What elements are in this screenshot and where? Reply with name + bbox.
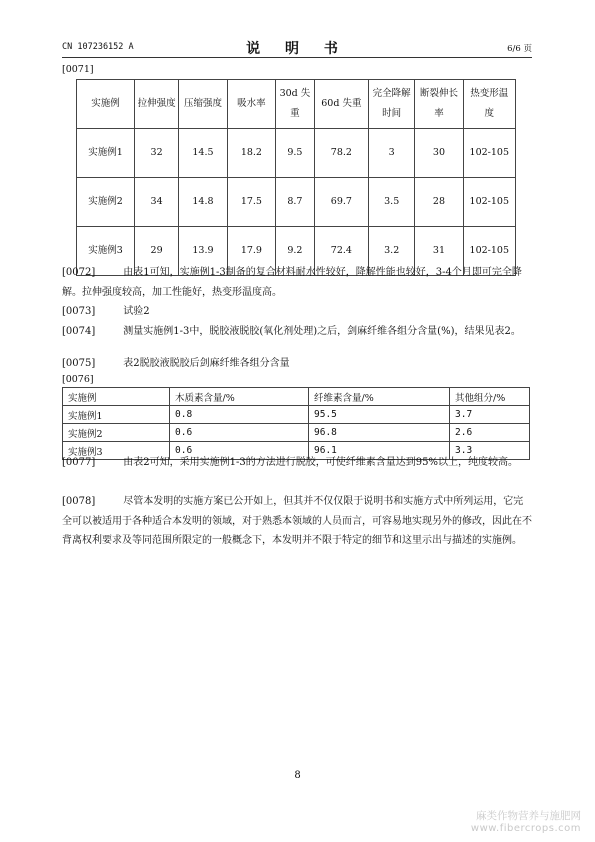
patent-number: CN 107236152 A — [62, 42, 134, 52]
table-cell: 3 — [369, 129, 415, 178]
paragraph-text: 测量实施例1-3中，脱胶液脱胶(氧化剂处理)之后，剑麻纤维各组分含量(%)，结果见表2。 — [123, 326, 521, 337]
paragraph-number: [0072] — [62, 267, 96, 278]
table-row — [63, 424, 530, 442]
table-2-header-row — [63, 388, 530, 406]
table-cell: 69.7 — [314, 178, 368, 227]
table-cell: 9.5 — [276, 129, 315, 178]
paragraph-number: [0073] — [62, 306, 96, 317]
table-cell: 14.5 — [179, 129, 227, 178]
table-1-header-cell: 30d 失重 — [276, 80, 315, 129]
table-cell: 17.5 — [227, 178, 275, 227]
table-cell: 实施例1 — [63, 406, 170, 424]
table-cell: 30 — [415, 129, 463, 178]
paragraph-0074 — [62, 322, 532, 342]
watermark — [421, 808, 581, 834]
table-cell: 34 — [134, 178, 178, 227]
table-1-header-cell: 热变形温度 — [463, 80, 515, 129]
table-cell: 3.3 — [450, 442, 530, 460]
paragraph-0075 — [62, 354, 532, 374]
table-row — [63, 406, 530, 424]
table-1-header-cell: 拉伸强度 — [134, 80, 178, 129]
table-cell: 实施例2 — [63, 424, 170, 442]
table-1-header-cell: 断裂伸长率 — [415, 80, 463, 129]
paragraph-0073 — [62, 302, 532, 322]
table-cell: 2.6 — [450, 424, 530, 442]
table-cell: 32 — [134, 129, 178, 178]
table-cell: 78.2 — [314, 129, 368, 178]
table-cell: 实施例3 — [77, 227, 135, 276]
table-cell: 8.7 — [276, 178, 315, 227]
paragraph-text: 尽管本发明的实施方案已公开如上，但其并不仅仅限于说明书和实施方式中所列运用，它完全可以被适用于各种适合本发明的领域，对于熟悉本领域的人员而言，可容易地实现另外的修改，因此在不背离权利要求及等同范围所限定的一般概念下，本发明并不限于特定的细节和这里示出与描述的实施例。 — [62, 496, 532, 546]
table-2-header-cell: 纤维素含量/% — [309, 388, 450, 406]
table-1 — [76, 79, 516, 276]
header-rule — [62, 57, 532, 58]
table-2-header-cell: 木质素含量/% — [170, 388, 309, 406]
table-1-header-row — [77, 80, 516, 129]
table-2-header-cell: 其他组分/% — [450, 388, 530, 406]
table-cell: 0.8 — [170, 406, 309, 424]
table-cell: 3.7 — [450, 406, 530, 424]
page-indicator: 6/6 页 — [507, 44, 532, 54]
paragraph-0077 — [62, 453, 532, 473]
table-cell: 14.8 — [179, 178, 227, 227]
table-cell: 3.2 — [369, 227, 415, 276]
table-row — [77, 178, 516, 227]
page-number: 8 — [294, 770, 301, 781]
table-1-header-cell: 压缩强度 — [179, 80, 227, 129]
table-1-header-cell: 实施例 — [77, 80, 135, 129]
table-1-header-cell: 吸水率 — [227, 80, 275, 129]
paragraph-number: [0078] — [62, 496, 96, 507]
table-2-caption: 表2脱胶液脱胶后剑麻纤维各组分含量 — [123, 358, 290, 369]
paragraph-0078 — [62, 492, 532, 551]
table-cell: 72.4 — [314, 227, 368, 276]
paragraph-number-0071: [0071] — [62, 64, 94, 75]
paragraph-text: 由表2可知，采用实施例1-3的方法进行脱胶，可使纤维素含量达到95%以上，纯度较高。 — [123, 457, 518, 468]
table-cell: 0.6 — [170, 442, 309, 460]
table-2 — [62, 387, 530, 460]
paragraph-number: [0074] — [62, 326, 96, 337]
table-cell: 3.5 — [369, 178, 415, 227]
table-cell: 102-105 — [463, 129, 515, 178]
table-cell: 17.9 — [227, 227, 275, 276]
paragraph-text: 由表1可知，实施例1-3制备的复合材料耐水性较好，降解性能也较好，3-4个月即可完全降解。拉伸强度较高，加工性能好，热变形温度高。 — [62, 267, 522, 298]
table-cell: 18.2 — [227, 129, 275, 178]
table-cell: 31 — [415, 227, 463, 276]
page-header — [62, 38, 532, 56]
table-cell: 实施例2 — [77, 178, 135, 227]
table-1-header-cell: 完全降解时间 — [369, 80, 415, 129]
table-cell: 9.2 — [276, 227, 315, 276]
paragraph-0072 — [62, 263, 532, 302]
table-1-header-cell: 60d 失重 — [314, 80, 368, 129]
table-cell: 96.1 — [309, 442, 450, 460]
paragraph-text: 试验2 — [123, 306, 150, 317]
table-cell: 29 — [134, 227, 178, 276]
table-cell: 102-105 — [463, 178, 515, 227]
table-2-header-cell: 实施例 — [63, 388, 170, 406]
paragraph-number: [0075] — [62, 358, 96, 369]
paragraph-number-0076: [0076] — [62, 374, 94, 385]
table-cell: 实施例1 — [77, 129, 135, 178]
table-row — [77, 129, 516, 178]
table-cell: 0.6 — [170, 424, 309, 442]
table-cell: 实施例3 — [63, 442, 170, 460]
table-cell: 28 — [415, 178, 463, 227]
table-cell: 96.8 — [309, 424, 450, 442]
watermark-url: www.fibercrops.com — [470, 823, 581, 834]
document-title: 说 明 书 — [246, 41, 348, 57]
table-cell: 102-105 — [463, 227, 515, 276]
paragraph-number: [0077] — [62, 457, 96, 468]
watermark-site-name: 麻类作物营养与施肥网 — [476, 810, 581, 822]
table-cell: 13.9 — [179, 227, 227, 276]
table-cell: 95.5 — [309, 406, 450, 424]
